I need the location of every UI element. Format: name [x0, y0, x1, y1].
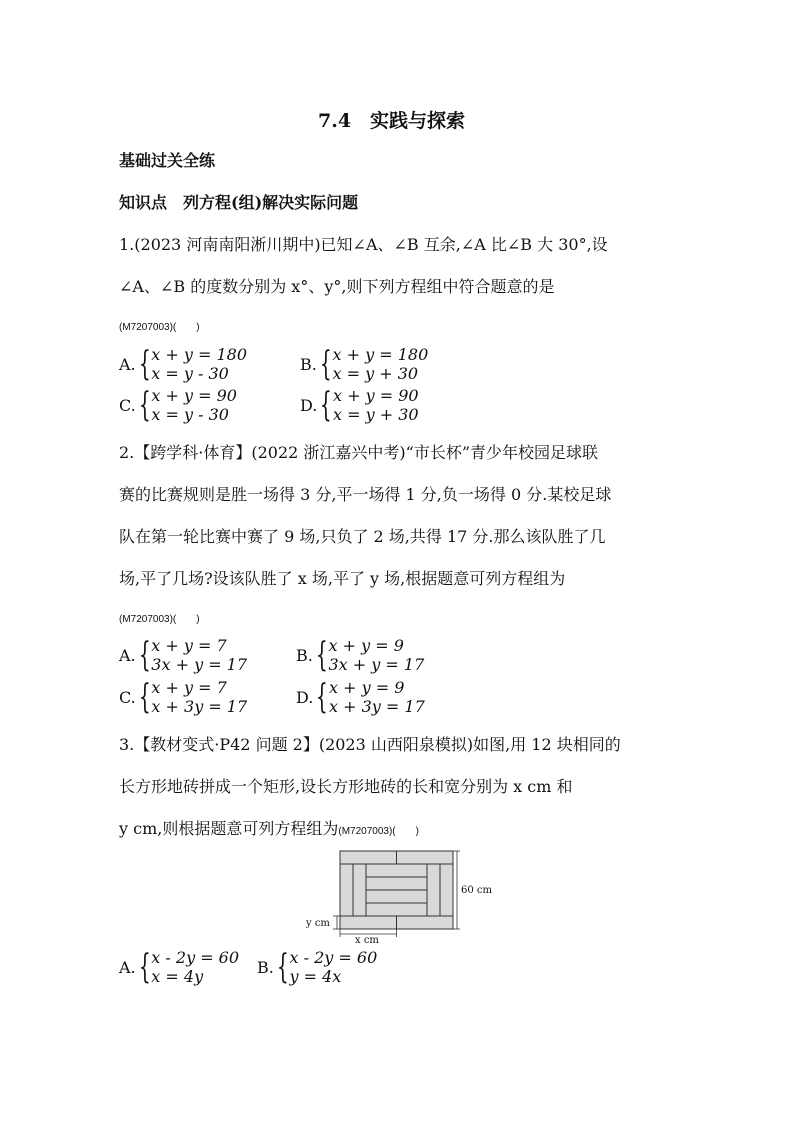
q1-option-c[interactable] — [119, 386, 237, 424]
equation: y = 4x — [289, 967, 342, 986]
q2-option-c[interactable] — [119, 678, 247, 716]
brace-icon: { — [138, 947, 151, 987]
q3-code: (M7207003)( ) — [338, 826, 419, 837]
equation: x + y = 180 — [332, 345, 429, 364]
brace-icon: { — [315, 635, 328, 675]
option-label: A. — [119, 354, 136, 374]
q3-line-1: 3.【教材变式·P42 问题 2】(2023 山西阳泉模拟)如图,用 12 块相同的 — [119, 735, 621, 754]
equation: x + 3y = 17 — [328, 697, 425, 716]
topic-heading: 知识点 列方程(组)解决实际问题 — [119, 193, 359, 212]
equation: x + y = 90 — [332, 386, 419, 405]
equation: x + y = 9 — [328, 678, 405, 697]
q1-option-b[interactable] — [300, 345, 428, 383]
option-label: B. — [257, 957, 274, 977]
option-label: D. — [300, 395, 318, 415]
equation: x + 3y = 17 — [151, 697, 248, 716]
equation: x = y + 30 — [332, 405, 419, 424]
q2-code: (M7207003)( ) — [119, 614, 200, 625]
q2-line-3: 队在第一轮比赛中赛了 9 场,只负了 2 场,共得 17 分.那么该队胜了几 — [119, 527, 606, 546]
equation: x + y = 90 — [151, 386, 237, 405]
option-label: D. — [296, 687, 314, 707]
brace-icon: { — [138, 635, 151, 675]
q2-option-a[interactable] — [119, 636, 247, 674]
brace-icon: { — [316, 677, 329, 717]
brace-icon: { — [138, 677, 151, 717]
brace-icon: { — [320, 385, 333, 425]
equation: 3x + y = 17 — [151, 655, 248, 674]
q3-option-a[interactable] — [119, 948, 239, 986]
y-label: y cm — [306, 918, 330, 929]
q1-option-d[interactable] — [300, 386, 419, 424]
equation: x + y = 9 — [328, 636, 404, 655]
q2-line-4: 场,平了几场?设该队胜了 x 场,平了 y 场,根据题意可列方程组为 — [119, 569, 566, 588]
q1-option-a[interactable] — [119, 345, 247, 383]
tile-figure — [300, 848, 500, 948]
height-label: 60 cm — [461, 885, 492, 896]
q3-line-3-text: y cm,则根据题意可列方程组为 — [119, 819, 339, 838]
option-label: C. — [119, 687, 136, 707]
brace-icon: { — [319, 344, 332, 384]
equation: x + y = 7 — [151, 678, 227, 697]
q2-option-d[interactable] — [296, 678, 425, 716]
equation: 3x + y = 17 — [328, 655, 425, 674]
q2-option-b[interactable] — [296, 636, 424, 674]
option-label: B. — [300, 354, 317, 374]
equation: x = y - 30 — [151, 364, 229, 383]
equation: x - 2y = 60 — [151, 948, 240, 967]
x-label: x cm — [355, 935, 379, 944]
q2-line-2: 赛的比赛规则是胜一场得 3 分,平一场得 1 分,负一场得 0 分.某校足球 — [119, 485, 612, 504]
section-heading: 基础过关全练 — [119, 151, 216, 170]
page-title: 7.4 实践与探索 — [318, 110, 466, 132]
equation: x = y - 30 — [151, 405, 229, 424]
q1-line-1: 1.(2023 河南南阳淅川期中)已知∠A、∠B 互余,∠A 比∠B 大 30°,设 — [119, 235, 608, 254]
q2-line-1: 2.【跨学科·体育】(2022 浙江嘉兴中考)“市长杯”青少年校园足球联 — [119, 443, 599, 462]
brace-icon: { — [138, 344, 151, 384]
option-label: C. — [119, 395, 136, 415]
q3-option-b[interactable] — [257, 948, 377, 986]
brace-icon: { — [138, 385, 151, 425]
brace-icon: { — [276, 947, 289, 987]
q1-line-2: ∠A、∠B 的度数分别为 x°、y°,则下列方程组中符合题意的是 — [119, 277, 555, 296]
equation: x = y + 30 — [332, 364, 419, 383]
option-label: A. — [119, 645, 136, 665]
option-label: A. — [119, 957, 136, 977]
equation: x = 4y — [151, 967, 204, 986]
equation: x - 2y = 60 — [289, 948, 378, 967]
equation: x + y = 7 — [151, 636, 227, 655]
option-label: B. — [296, 645, 313, 665]
equation: x + y = 180 — [151, 345, 248, 364]
q3-line-3 — [119, 816, 419, 839]
q3-line-2: 长方形地砖拼成一个矩形,设长方形地砖的长和宽分别为 x cm 和 — [119, 777, 573, 796]
q1-code: (M7207003)( ) — [119, 322, 200, 333]
